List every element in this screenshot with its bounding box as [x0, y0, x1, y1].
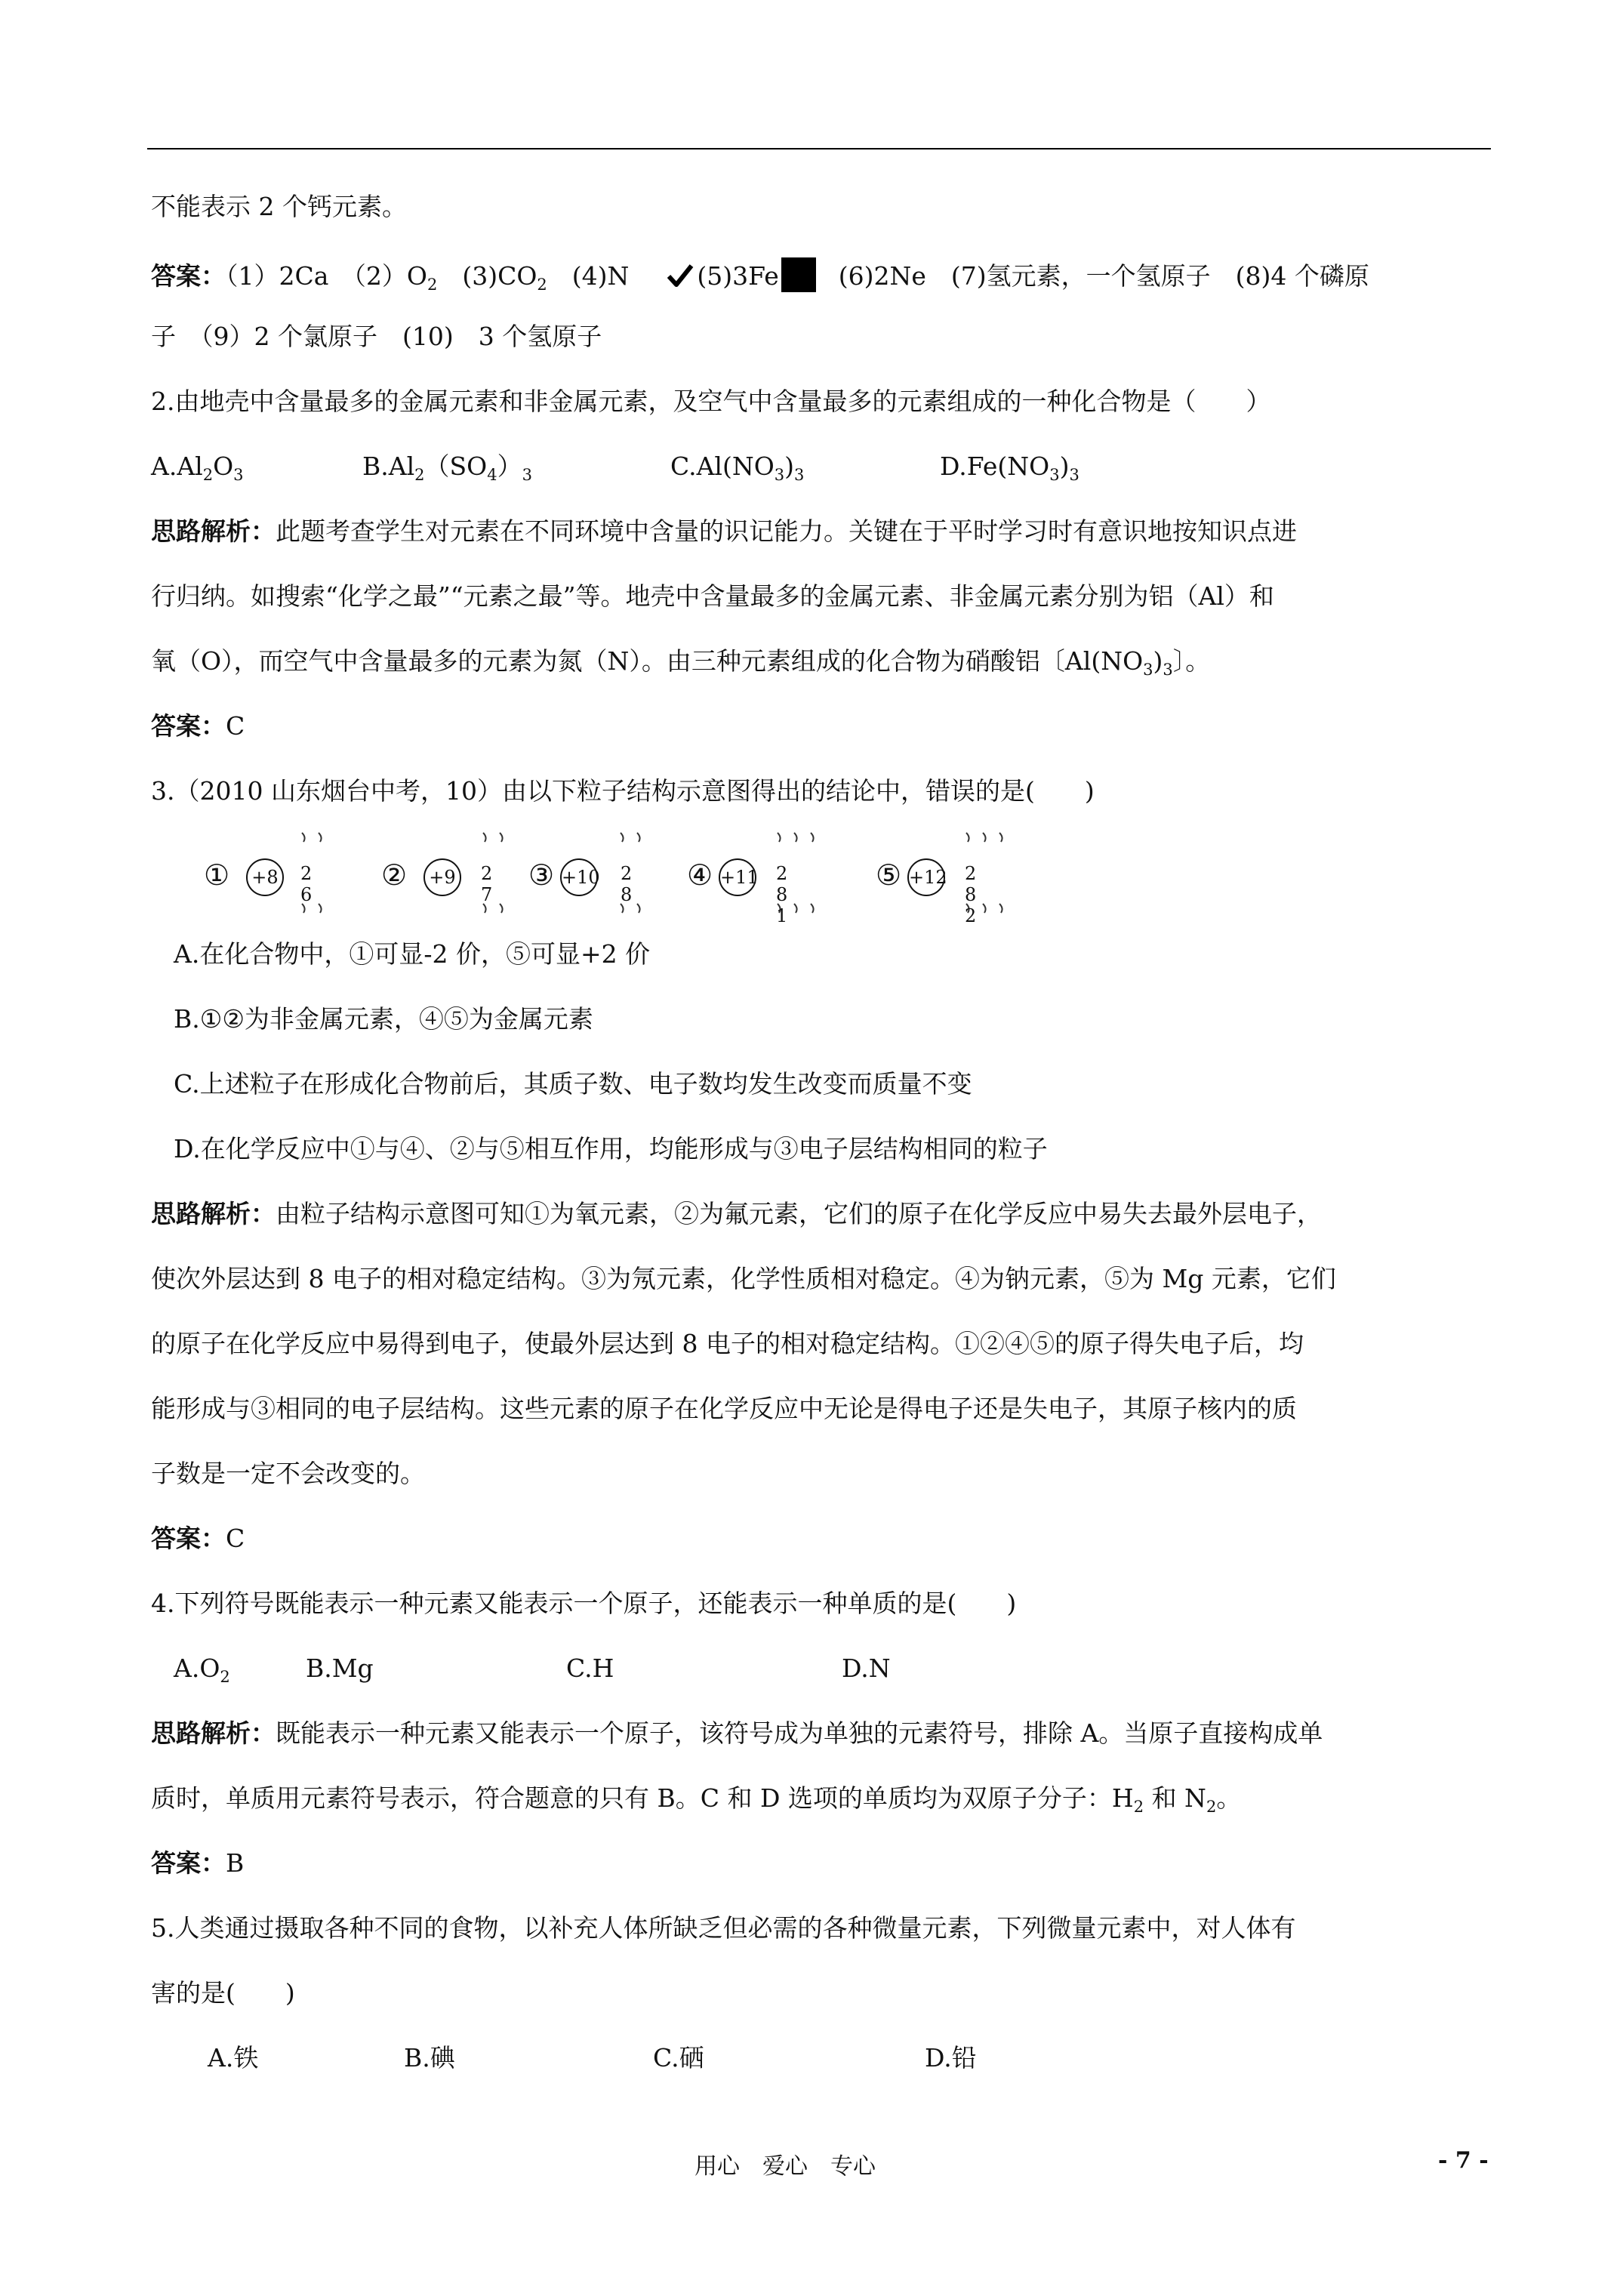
- answer-label: 答案：: [151, 261, 226, 291]
- page-number: - 7 -: [1438, 2147, 1489, 2174]
- text-line: 害的是( ): [151, 1978, 295, 2008]
- option-a: $A.O_2$: [174, 1653, 230, 1686]
- text-line: 能形成与③相同的电子层结构。这些元素的原子在化学反应中无论是得电子还是失电子，其原子核内的质: [151, 1394, 1297, 1423]
- answer-1: 答案：（1）2Ca $(2)O_2$ $(3)CO_2$ (4)N (5)3Fe (6)2Ne (7)氢元素，一个氢原子 (8)4 个磷原: [151, 257, 1487, 285]
- checkmark-icon: [667, 264, 694, 288]
- option-b: B.碘: [404, 2043, 455, 2073]
- text-line: 子 （9）2 个氯原子 (10) 3 个氢原子: [151, 322, 602, 351]
- option-a: A.铁: [208, 2043, 259, 2073]
- answer-3: 答案：C: [151, 1524, 245, 1553]
- header-rule: [147, 148, 1491, 149]
- question-3: 3.（2010 山东烟台中考，10）由以下粒子结构示意图得出的结论中，错误的是( ): [151, 776, 1095, 806]
- answer-4: 答案：B: [151, 1848, 245, 1878]
- option-d: $D.Fe(NO_3)_3$: [940, 451, 1079, 484]
- question-5-options: [151, 2044, 1487, 2072]
- page-content: [151, 193, 1487, 2109]
- option-c: C.H: [566, 1653, 614, 1683]
- text-line: 行归纳。如搜索“化学之最”“元素之最”等。地壳中含量最多的金属元素、非金属元素分别为铝（Al）和: [151, 581, 1274, 611]
- option-d: D.N: [842, 1653, 891, 1683]
- option-a: A.在化合物中，①可显-2 价，⑤可显+2 价: [174, 939, 651, 969]
- atom-structure-diagram: ① +8 2 6 ② +9 2 7 ③ +10 2 8 ④ +11 2 8 1 ⑤ +12 2 8 2: [151, 819, 1487, 932]
- option-c: C.上述粒子在形成化合物前后，其质子数、电子数均发生改变而质量不变: [174, 1069, 972, 1099]
- explanation-4: 思路解析：既能表示一种元素又能表示一个原子，该符号成为单独的元素符号，排除 A。当原子直接构成单: [151, 1718, 1323, 1748]
- option-b: $B.Al_2(SO_4)_3$: [362, 451, 532, 484]
- option-c: C.硒: [653, 2043, 704, 2073]
- question-5: 5.人类通过摄取各种不同的食物，以补充人体所缺乏但必需的各种微量元素，下列微量元素中，对人体有: [151, 1913, 1296, 1943]
- option-a: $A.Al_2O_3$: [151, 451, 244, 484]
- question-4: 4.下列符号既能表示一种元素又能表示一个原子，还能表示一种单质的是( ): [151, 1589, 1017, 1618]
- footer-motto: 用心 爱心 专心: [694, 2153, 876, 2180]
- question-2-options: [151, 451, 1487, 484]
- text-line: 使次外层达到 8 电子的相对稳定结构。③为氖元素，化学性质相对稳定。④为钠元素，⑤为 Mg 元素，它们: [151, 1264, 1336, 1293]
- explanation-3: 思路解析：由粒子结构示意图可知①为氧元素，②为氟元素，它们的原子在化学反应中易失去最外层电子，: [151, 1199, 1322, 1228]
- option-d: D.铅: [925, 2043, 977, 2073]
- answer-2: 答案：C: [151, 711, 245, 741]
- text-line: 质时，单质用元素符号表示，符合题意的只有 B。C 和 D 选项的单质均为双原子分子：$H_2$ 和 $N_2$。: [151, 1783, 1242, 1816]
- option-d: D.在化学反应中①与④、②与⑤相互作用，均能形成与③电子层结构相同的粒子: [174, 1134, 1048, 1163]
- redaction-block: [781, 257, 816, 292]
- question-2: 2.由地壳中含量最多的金属元素和非金属元素，及空气中含量最多的元素组成的一种化合物是（ ）: [151, 387, 1271, 416]
- option-b: B.①②为非金属元素，④⑤为金属元素: [174, 1004, 593, 1034]
- question-4-options: [151, 1653, 1487, 1686]
- text-line: 的原子在化学反应中易得到电子，使最外层达到 8 电子的相对稳定结构。①②④⑤的原子得失电子后，均: [151, 1329, 1304, 1358]
- text-line: 氧（O），而空气中含量最多的元素为氮（N）。由三种元素组成的化合物为硝酸铝〔$Al(NO_3)_3$〕。: [151, 646, 1211, 679]
- option-c: $C.Al(NO_3)_3$: [670, 451, 805, 484]
- text-line: 不能表示 2 个钙元素。: [151, 192, 407, 221]
- explanation-2: 思路解析：此题考查学生对元素在不同环境中含量的识记能力。关键在于平时学习时有意识地按知识点进: [151, 516, 1297, 546]
- option-b: B.Mg: [306, 1653, 374, 1683]
- text-line: 子数是一定不会改变的。: [151, 1459, 425, 1488]
